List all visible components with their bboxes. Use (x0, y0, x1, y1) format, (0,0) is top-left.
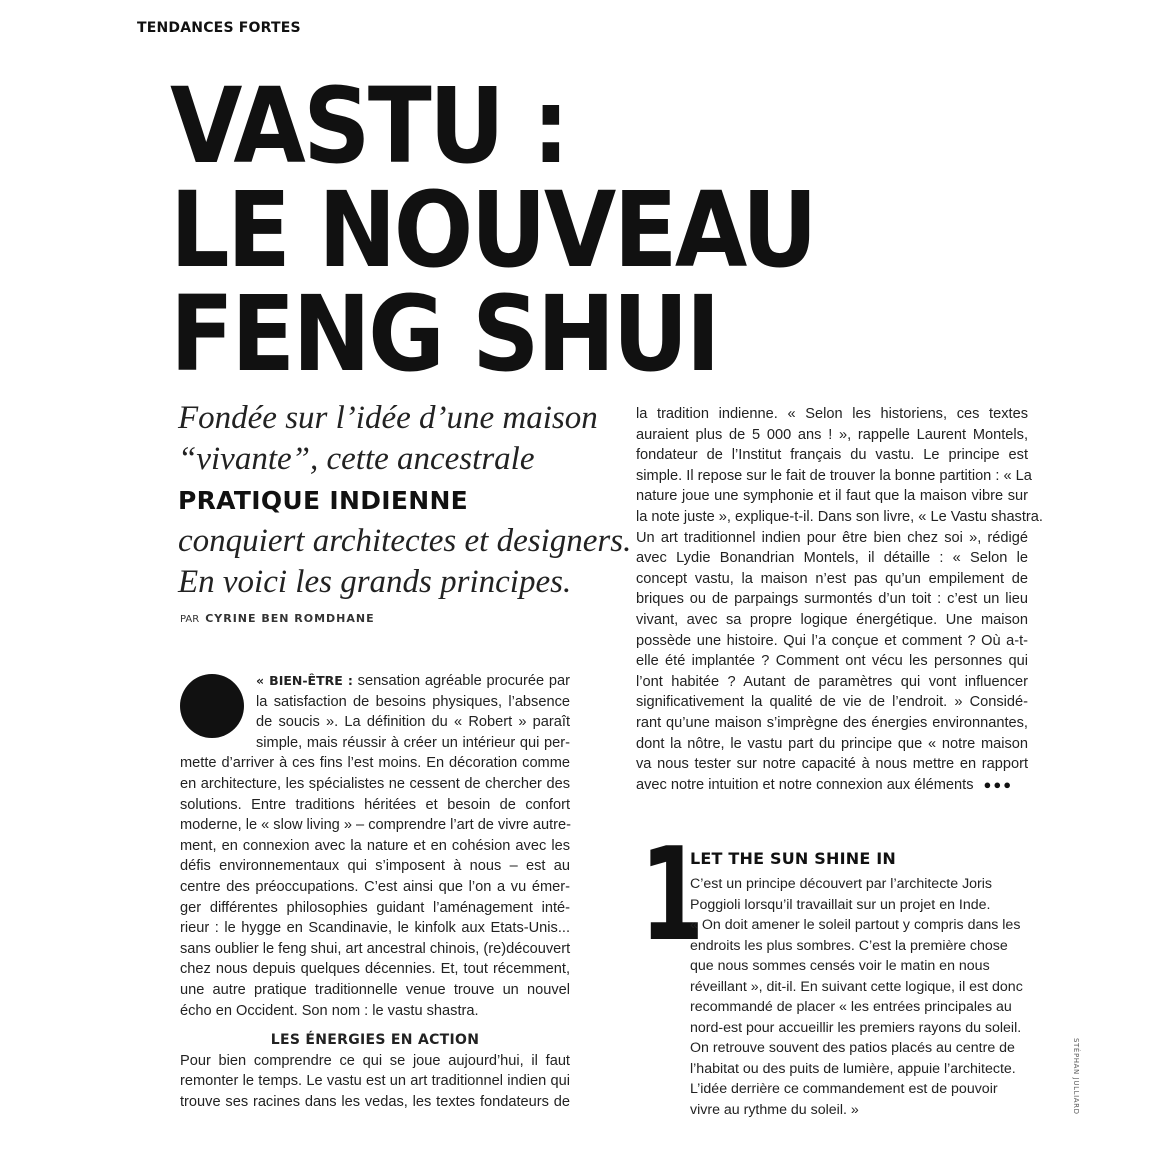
body-line: Un art traditionnel indien pour être bien chez soi », rédigé (636, 529, 1028, 546)
byline-author: CYRINE BEN ROMDHANE (205, 612, 375, 625)
subhead: LES ÉNERGIES EN ACTION (270, 1032, 480, 1049)
body-line-text: avec notre intuition et notre connexion aux éléments (636, 776, 974, 793)
standfirst-line: conquiert architectes et designers. (178, 523, 632, 559)
body-line: Pour bien comprendre ce qui se joue aujourd’hui, il faut (180, 1052, 570, 1069)
body-line: possède une histoire. Qui l’a conçue et comment ? Où a-t- (636, 632, 1028, 649)
body-line: ment, en connexion avec la nature et en cohésion avec les (180, 837, 570, 854)
body-line: simple, mais réussir à créer un intérieur qui per- (256, 734, 570, 751)
body-line: ger différentes philosophies guidant l’aménagement inté- (180, 899, 570, 916)
body-line (180, 671, 570, 692)
body-line: remonter le temps. Le vastu est un art traditionnel indien qui (180, 1073, 570, 1090)
photo-credit: STÉPHAN JULLIARD (1072, 1038, 1080, 1115)
intro-column (180, 671, 570, 1112)
body-line: l’ont habitée ? Autant de paramètres qui vont influencer (636, 673, 1028, 690)
body-line: défis environnementaux qui s’imposent à nous – est au (180, 858, 570, 875)
body-line: la note juste », explique-t-il. Dans son livre, « Le Vastu shastra. (636, 508, 1043, 525)
body-line-final (636, 775, 1028, 796)
body-line: concept vastu, la maison n’est pas qu’un empilement de (636, 570, 1028, 587)
standfirst (178, 398, 632, 603)
standfirst-line: Fondée sur l’idée d’une maison (178, 400, 598, 436)
body-line: vivant, avec sa propre logique énergétique. Une maison (636, 611, 1028, 628)
right-column (636, 404, 1043, 795)
body-line: sans oublier le feng shui, art ancestral chinois, (re)découvert (180, 940, 571, 957)
body-line: On retrouve souvent des patios placés au centre de (690, 1040, 1015, 1056)
standfirst-line: En voici les grands principes. (178, 564, 572, 600)
lead-label: « BIEN-ÊTRE : (256, 673, 353, 688)
body-line: fondateur de l’Institut français du vastu. Le principe est (636, 447, 1028, 464)
body-line: la satisfaction de besoins physiques, l’absence (256, 693, 570, 710)
body-line: écho en Occident. Son nom : le vastu shastra. (180, 1002, 479, 1019)
body-line: rant qu’une maison s’imprègne des énergies environnantes, (636, 714, 1028, 731)
body-line: centre des préoccupations. C’est ainsi que l’on a vu émer- (180, 878, 570, 895)
body-line: va nous tester sur notre capacité à nous mettre en rapport (636, 756, 1028, 773)
body-line: « On doit amener le soleil partout y compris dans les (690, 917, 1021, 933)
body-line: significativement la qualité de vie de l’endroit. » Considé- (636, 694, 1028, 711)
body-line: réveillant », dit-il. En suivant cette logique, il est donc (690, 978, 1023, 995)
body-line: dont la nôtre, le vastu part du principe que « notre maison (636, 735, 1028, 752)
headline (170, 65, 816, 395)
body-line: vivre au rythme du soleil. » (690, 1101, 859, 1118)
headline-line: VASTU : (170, 65, 567, 187)
body-line: de soucis ». La définition du « Robert » paraît (256, 714, 570, 731)
body-line: recommandé de placer « les entrées principales au (690, 999, 1012, 1015)
byline (180, 612, 375, 625)
headline-line: FENG SHUI (170, 273, 718, 395)
body-line: nature joue une symphonie et il faut que la maison vibre sur (636, 488, 1028, 505)
body-line: avec Lydie Bonandrian Montels, il détaille : « Selon le (636, 550, 1028, 567)
body-line: la tradition indienne. « Selon les historiens, ces textes (636, 406, 1028, 422)
body-line: rieur : le hygge en Scandinavie, le kinfolk aux Etats-Unis... (180, 920, 570, 937)
byline-prefix: PAR (180, 614, 200, 625)
body-line: L’idée derrière ce commandement est de pouvoir (690, 1081, 998, 1097)
body-line: C’est un principe découvert par l’architecte Joris (690, 876, 993, 892)
body-line: que nous sommes censés voir le matin en nous (690, 958, 990, 974)
body-line: simple. Il repose sur le fait de trouver la bonne partition : « La (636, 467, 1032, 484)
body-line: briques ou de parpaings surmontés d’un toit : c’est un lieu (636, 591, 1028, 608)
body-line: mette d’arriver à ces fins l’est moins. En décoration comme (180, 755, 570, 772)
section-label: TENDANCES FORTES (137, 20, 301, 36)
standfirst-emphasis: PRATIQUE INDIENNE (178, 486, 469, 515)
body-line: nord-est pour accueillir les premiers rayons du soleil. (690, 1019, 1022, 1036)
continuation-dots: ●●● (983, 776, 1014, 792)
body-line: Poggioli lorsqu’il travaillait sur un projet en Inde. (690, 896, 991, 913)
principle-number: 1 (640, 821, 705, 970)
body-line: auraient plus de 5 000 ans ! », rappelle Laurent Montels, (636, 426, 1028, 443)
lead-text: sensation agréable procurée par (352, 673, 570, 689)
body-line: endroits les plus sombres. C’est la première chose (690, 937, 1008, 954)
principle-title: LET THE SUN SHINE IN (690, 849, 896, 868)
body-line: trouve ses racines dans les vedas, les textes fondateurs de (180, 1093, 570, 1110)
body-line: moderne, le « slow living » – comprendre l’art de vivre autre- (180, 817, 571, 834)
standfirst-line: “vivante”, cette ancestrale (178, 441, 535, 477)
body-line: l’habitat ou des puits de lumière, appuie l’architecte. (690, 1060, 1016, 1077)
body-line: en architecture, les spécialistes ne cessent de chercher des (180, 775, 570, 792)
principle-text (690, 874, 1023, 1120)
body-line: une autre pratique traditionnelle venue trouve un nouvel (180, 981, 570, 998)
body-line: elle été implantée ? Comment ont vécu les personnes qui (636, 653, 1028, 670)
body-line: chez nous depuis quelques décennies. Et, tout récemment, (180, 961, 570, 978)
headline-line: LE NOUVEAU (170, 169, 816, 291)
body-line: solutions. Entre traditions héritées et besoin de confort (180, 796, 570, 813)
